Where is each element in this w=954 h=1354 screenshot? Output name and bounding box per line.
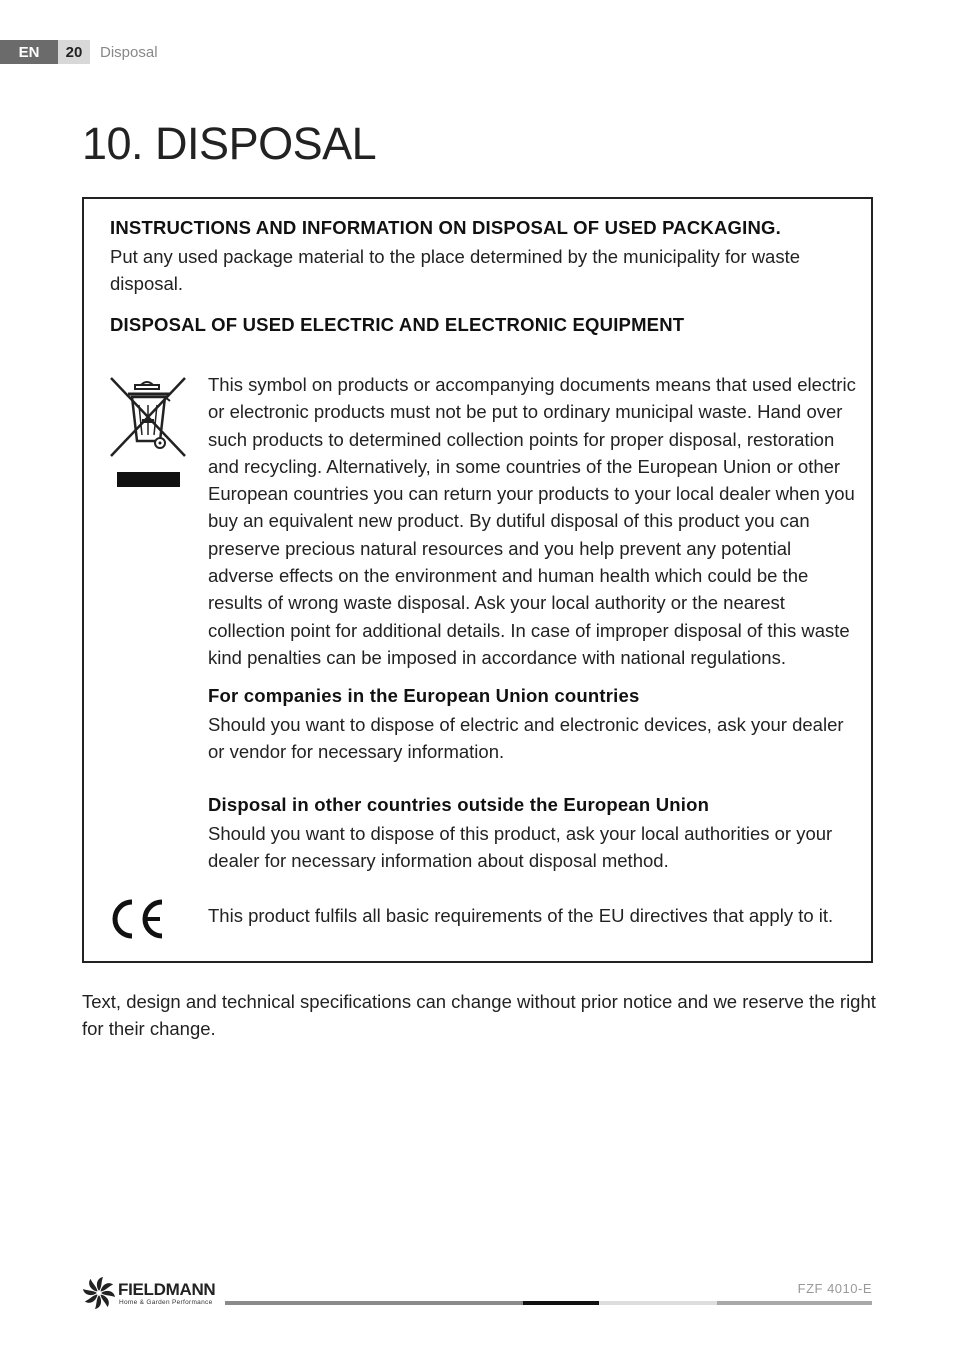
- crossed-out-wheelie-bin-icon: [108, 375, 188, 489]
- brand-name: FIELDMANN: [118, 1280, 216, 1299]
- section-name: Disposal: [100, 43, 158, 61]
- page-number: 20: [58, 40, 90, 64]
- fan-logo-icon: [82, 1276, 116, 1310]
- page-title: 10. DISPOSAL: [82, 118, 377, 169]
- change-notice: Text, design and technical specifications can change without prior notice and we reserve the right for their change.: [82, 991, 876, 1040]
- non-eu-text: Should you want to dispose of this product, ask your local authorities or your dealer for necessary information about disposal method.: [208, 823, 833, 872]
- brand-tagline: Home & Garden Performance: [119, 1299, 213, 1306]
- weee-heading: DISPOSAL OF USED ELECTRIC AND ELECTRONIC EQUIPMENT: [110, 314, 685, 335]
- packaging-text: Put any used package material to the place determined by the municipality for waste disposal.: [110, 246, 801, 295]
- eu-companies-text: Should you want to dispose of electric and electronic devices, ask your dealer or vendor for necessary information.: [208, 714, 844, 763]
- packaging-heading: INSTRUCTIONS AND INFORMATION ON DISPOSAL OF USED PACKAGING.: [110, 217, 781, 238]
- model-number: FZF 4010-E: [797, 1281, 872, 1296]
- brand-logo: [82, 1276, 227, 1312]
- page-header: [0, 40, 158, 64]
- non-eu-heading: Disposal in other countries outside the European Union: [208, 794, 710, 815]
- eu-companies-heading: For companies in the European Union countries: [208, 685, 640, 706]
- weee-text: This symbol on products or accompanying documents means that used electric or electronic products must not be put to ordinary municipal waste. Hand over such products to determined collection points for proper disposal, restoration and recycling. Alternatively, in some countries of the European Union or other European countries you can return your products to your local dealer when you buy an equivalent new product. By dutiful disposal of this product you can preserve precious natural resources and you help prevent any potential adverse effects on the environment and human health which could be the results of wrong waste disposal. Ask your local authority or the nearest collection point for additional details. In case of improper disposal of this waste kind penalties can be imposed in accordance with national regulations.: [208, 374, 856, 668]
- footer-divider: [225, 1301, 872, 1305]
- ce-text: This product fulfils all basic requirements of the EU directives that apply to it.: [208, 905, 834, 926]
- ce-mark-icon: [110, 898, 166, 940]
- language-badge: EN: [0, 40, 58, 64]
